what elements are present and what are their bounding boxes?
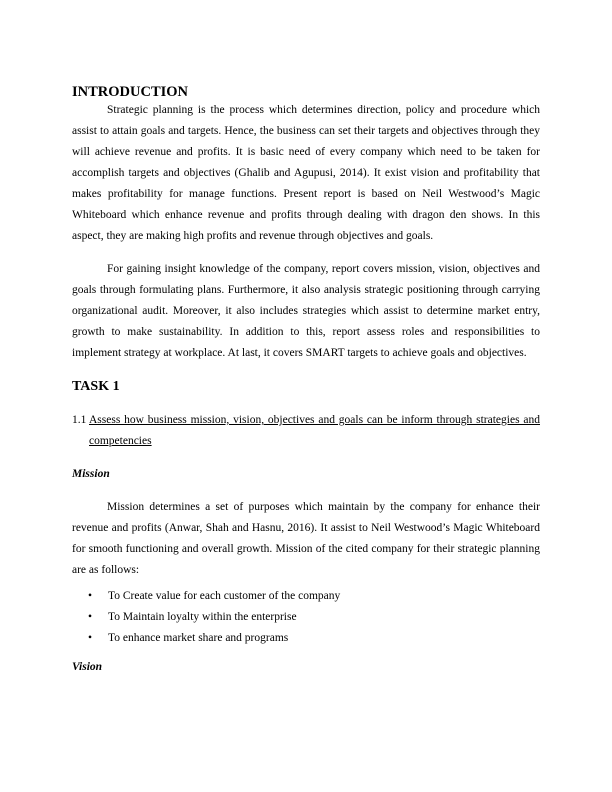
list-item: • To Create value for each customer of the company — [72, 586, 540, 607]
document-page — [72, 84, 540, 678]
list-item: • To enhance market share and programs — [72, 628, 540, 649]
list-item: • To Maintain loyalty within the enterprise — [72, 607, 540, 628]
mission-paragraph: Mission determines a set of purposes which maintain by the company for enhance their revenue and profits (Anwar, Shah and Hasnu, 2016). It assist to Neil Westwood’s Magic Whiteboard for smooth functioning and overall growth. Mission of the cited company for their strategic planning are as follows: — [72, 501, 540, 576]
task-1-heading: TASK 1 — [72, 379, 120, 394]
mission-list — [72, 586, 540, 649]
bullet-icon: • — [88, 632, 93, 644]
intro-paragraph-2: For gaining insight knowledge of the company, report covers mission, vision, objectives and goals through formulating plans. Furthermore, it also analysis strategic positioning through carrying organizational audit. Moreover, it also includes strategies which assist to determine market entry, growth to make sustainability. In addition to this, report assess roles and responsibilities to implement strategy at workplace. At last, it covers SMART targets to achieve goals and objectives. — [72, 263, 540, 359]
mission-heading: Mission — [72, 468, 110, 480]
bullet-icon: • — [88, 611, 93, 623]
section-number: 1.1 — [72, 414, 87, 426]
bullet-icon: • — [88, 590, 93, 602]
section-1-1-heading — [72, 410, 540, 452]
section-title: Assess how business mission, vision, objectives and goals can be inform through strategies and competencies — [89, 414, 540, 447]
intro-paragraph-1: Strategic planning is the process which determines direction, policy and procedure which assist to attain goals and targets. Hence, the business can set their targets and objectives through they will achieve revenue and profits. It is basic need of every company which need to be taken for accomplish targets and objectives (Ghalib and Agupusi, 2014). It exist vision and profitability that makes profitability for manage functions. Present report is based on Neil Westwood’s Magic Whiteboard which enhance revenue and profits through dealing with dragon den shows. In this aspect, they are making high profits and revenue through objectives and goals. — [72, 104, 540, 242]
introduction-heading: INTRODUCTION — [72, 84, 189, 100]
vision-heading: Vision — [72, 661, 103, 673]
